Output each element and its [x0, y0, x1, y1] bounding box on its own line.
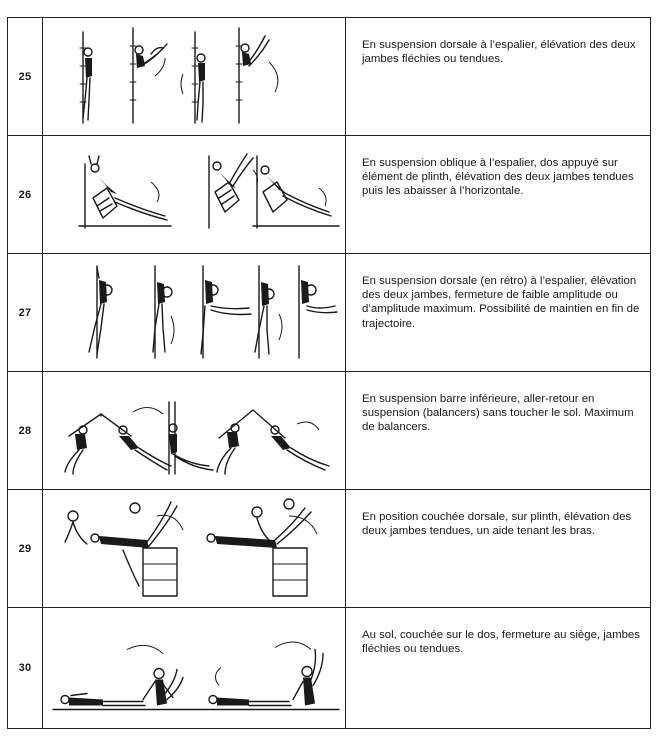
- exercise-description-cell: [346, 372, 651, 490]
- exercise-number: 26: [8, 136, 43, 254]
- exercise-row: [8, 372, 651, 490]
- exercise-number: 25: [8, 18, 43, 136]
- gymnast-figure-illustration: [43, 254, 346, 370]
- exercise-illustration-cell: [43, 490, 346, 608]
- exercise-table: [7, 17, 651, 729]
- gymnast-figure-illustration: [43, 372, 346, 488]
- exercise-illustration-cell: [43, 18, 346, 136]
- exercise-description: En suspension barre inférieure, aller-retour en suspension (balancers) sans toucher le sol. Maximum de balancers.: [362, 393, 634, 434]
- gymnast-figure-illustration: [43, 18, 346, 134]
- exercise-illustration-cell: [43, 372, 346, 490]
- exercise-description: En suspension oblique à l’espalier, dos appuyé sur élément de plinth, élévation des deux jambes tendues puis les abaisser à l’horizontale.: [362, 157, 634, 198]
- exercise-number: 30: [8, 608, 43, 729]
- exercise-description-cell: [346, 608, 651, 729]
- exercise-description: En position couchée dorsale, sur plinth, élévation des deux jambes tendues, un aide tenant les bras.: [362, 511, 632, 538]
- exercise-description: Au sol, couchée sur le dos, fermeture au siège, jambes fléchies ou tendues.: [362, 629, 640, 656]
- gymnast-figure-illustration: [43, 136, 346, 252]
- exercise-row: [8, 490, 651, 608]
- exercise-row: [8, 136, 651, 254]
- exercise-illustration-cell: [43, 254, 346, 372]
- exercise-number: 28: [8, 372, 43, 490]
- exercise-number: 27: [8, 254, 43, 372]
- exercise-illustration-cell: [43, 608, 346, 729]
- gymnast-figure-illustration: [43, 490, 346, 606]
- exercise-description: En suspension dorsale à l’espalier, élévation des deux jambes fléchies ou tendues.: [362, 39, 636, 66]
- exercise-number: 29: [8, 490, 43, 608]
- exercise-row: [8, 254, 651, 372]
- exercise-illustration-cell: [43, 136, 346, 254]
- exercise-description-cell: [346, 490, 651, 608]
- exercise-description: En suspension dorsale (en rétro) à l’espalier, élévation des deux jambes, fermeture de faible amplitude ou d’amplitude maximum. Possibilité de maintien en fin de trajectoire.: [362, 275, 640, 330]
- exercise-row: [8, 18, 651, 136]
- exercise-description-cell: [346, 254, 651, 372]
- gymnast-figure-illustration: [43, 608, 346, 727]
- exercise-row: [8, 608, 651, 729]
- exercise-description-cell: [346, 136, 651, 254]
- exercise-description-cell: [346, 18, 651, 136]
